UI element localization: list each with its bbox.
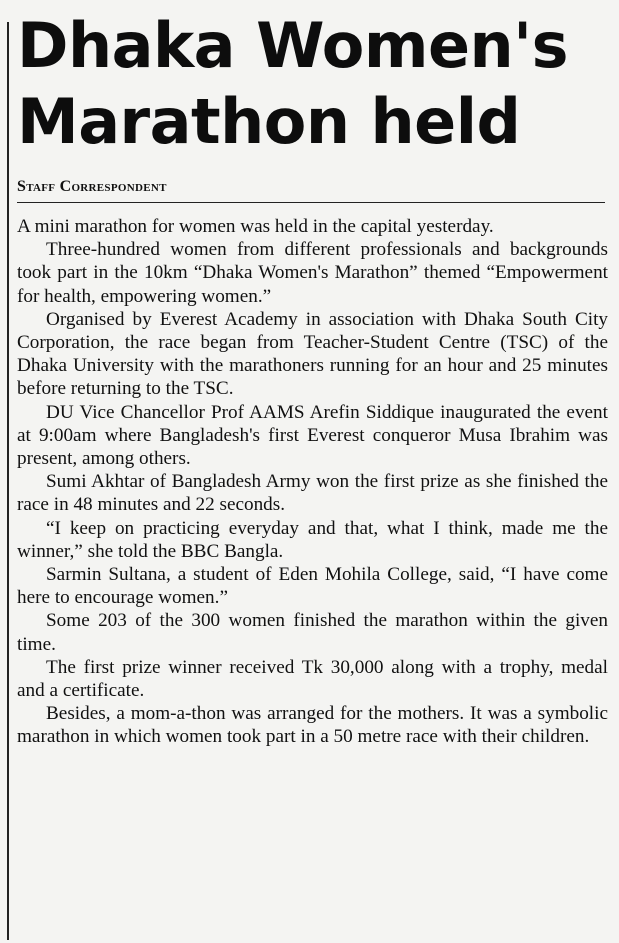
paragraph: Three-hundred women from different professionals and backgrounds took part in the 10km “Dhaka Women's Marathon” themed “Empowerment for health, empowering women.” [17,239,608,307]
paragraph: The first prize winner received Tk 30,000 along with a trophy, medal and a certificate. [17,656,608,702]
paragraph: Sarmin Sultana, a student of Eden Mohila College, said, “I have come here to encourage women.” [17,564,608,609]
paragraph: DU Vice Chancellor Prof AAMS Arefin Siddique inaugurated the event at 9:00am where Bangladesh's first Everest conqueror Musa Ibrahim was present, among others. [17,401,608,470]
paragraph: A mini marathon for women was held in the capital yesterday. [17,216,494,237]
byline: Staff Correspondent [17,178,605,203]
news-article [17,8,612,749]
headline: Dhaka Women's Marathon held [17,9,569,158]
column-rule [7,22,9,940]
paragraph: Sumi Akhtar of Bangladesh Army won the first prize as she finished the race in 48 minutes and 22 seconds. [17,471,608,516]
paragraph: Some 203 of the 300 women finished the marathon within the given time. [17,610,608,655]
paragraph: “I keep on practicing everyday and that, what I think, made me the winner,” she told the BBC Bangla. [17,517,608,562]
paragraph: Besides, a mom-a-thon was arranged for the mothers. It was a symbolic marathon in which women took part in a 50 metre race with their children. [17,703,608,748]
paragraph: Organised by Everest Academy in association with Dhaka South City Corporation, the race began from Teacher-Student Centre (TSC) of the Dhaka University with the marathoners running for an hour and 25 minutes before returning to the TSC. [17,308,608,400]
article-body [17,215,608,749]
